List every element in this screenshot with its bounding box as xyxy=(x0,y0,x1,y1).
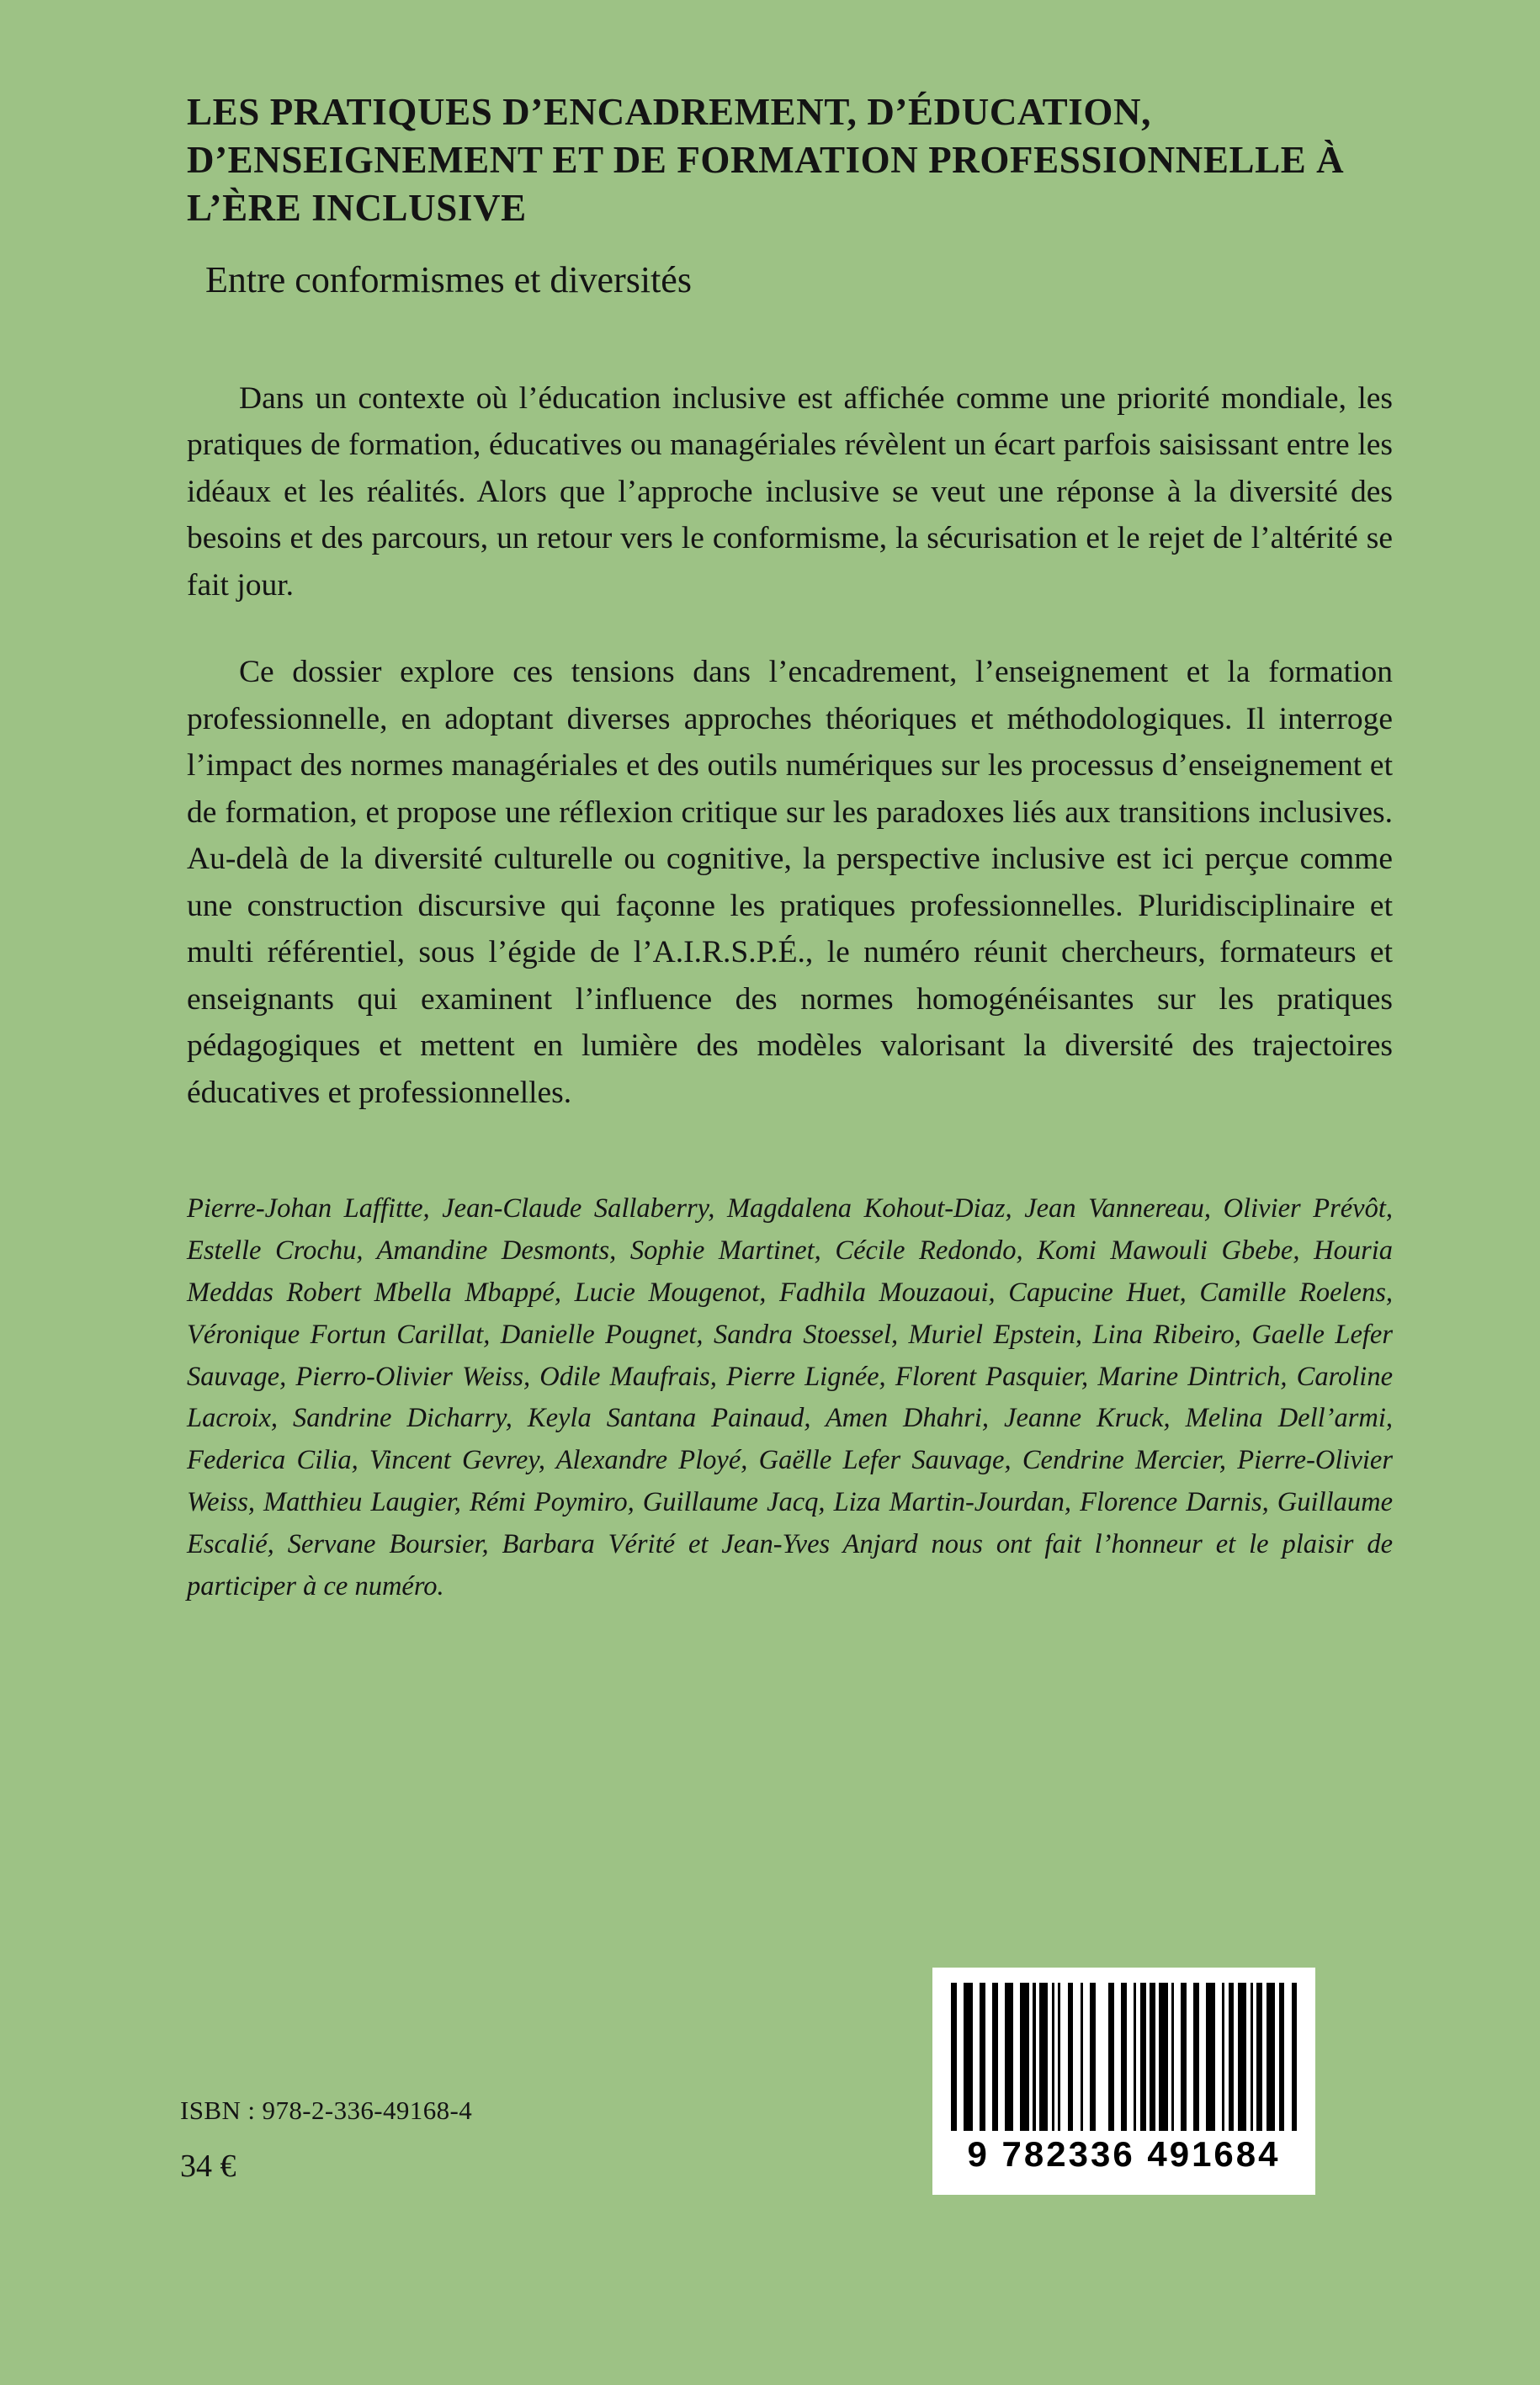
page-subtitle: Entre conformismes et diversités xyxy=(205,259,692,301)
barcode-digits: 9 782336 491684 xyxy=(967,2134,1281,2174)
contributors-list: Pierre-Johan Laffitte, Jean-Claude Sallaberry, Magdalena Kohout-Diaz, Jean Vannereau, Olivier Prévôt, Estelle Crochu, Amandine Desmonts, Sophie Martinet, Cécile Redondo, Komi Mawouli Gbebe, Houria Meddas Robert Mbella Mbappé, Lucie Mougenot, Fadhila Mouzaoui, Capucine Huet, Camille Roelens, Véronique Fortun Carillat, Danielle Pougnet, Sandra Stoessel, Muriel Epstein, Lina Ribeiro, Gaelle Lefer Sauvage, Pierro-Olivier Weiss, Odile Maufrais, Pierre Lignée, Florent Pasquier, Marine Dintrich, Caroline Lacroix, Sandrine Dicharry, Keyla Santana Painaud, Amen Dhahri, Jeanne Kruck, Melina Dell’armi, Federica Cilia, Vincent Gevrey, Alexandre Ployé, Gaëlle Lefer Sauvage, Cendrine Mercier, Pierre-Olivier Weiss, Matthieu Laugier, Rémi Poymiro, Guillaume Jacq, Liza Martin-Jourdan, Florence Darnis, Guillaume Escalié, Servane Boursier, Barbara Vérité et Jean-Yves Anjard nous ont fait l’honneur et le plaisir de participer à ce numéro. xyxy=(187,1193,1393,1602)
price-text: 34 € xyxy=(180,2149,236,2184)
page-title: LES PRATIQUES D’ENCADREMENT, D’ÉDUCATION, D’ENSEIGNEMENT ET DE FORMATION PROFESSIONNELLE À L’ÈRE INCLUSIVE xyxy=(187,91,1345,230)
blurb-paragraph-1: Dans un contexte où l’éducation inclusive est affichée comme une priorité mondiale, les pratiques de formation, éducatives ou managériales révèlent un écart parfois saisissant entre les idéaux et les réalités. Alors que l’approche inclusive se veut une réponse à la diversité des besoins et des parcours, un retour vers le conformisme, la sécurisation et le rejet de l’altérité se fait jour. xyxy=(187,380,1393,603)
footer-block xyxy=(180,2096,472,2185)
blurb-paragraph-2: Ce dossier explore ces tensions dans l’encadrement, l’enseignement et la formation professionnelle, en adoptant diverses approches théoriques et méthodologiques. Il interroge l’impact des normes managériales et des outils numériques sur les processus d’enseignement et de formation, et propose une réflexion critique sur les paradoxes liés aux transitions inclusives. Au-delà de la diversité culturelle ou cognitive, la perspective inclusive est ici perçue comme une construction discursive qui façonne les pratiques professionnelles. Pluridisciplinaire et multi référentiel, sous l’égide de l’A.I.R.S.P.É., le numéro réunit chercheurs, formateurs et enseignants qui examinent l’influence des normes homogénéisantes sur les pratiques pédagogiques et mettent en lumière des modèles valorisant la diversité des trajectoires éducatives et professionnelles. xyxy=(187,655,1393,1110)
isbn-text: ISBN : 978-2-336-49168-4 xyxy=(180,2096,473,2125)
barcode-bars xyxy=(951,1983,1298,2131)
barcode xyxy=(932,1968,1315,2195)
title-block xyxy=(187,88,1393,305)
